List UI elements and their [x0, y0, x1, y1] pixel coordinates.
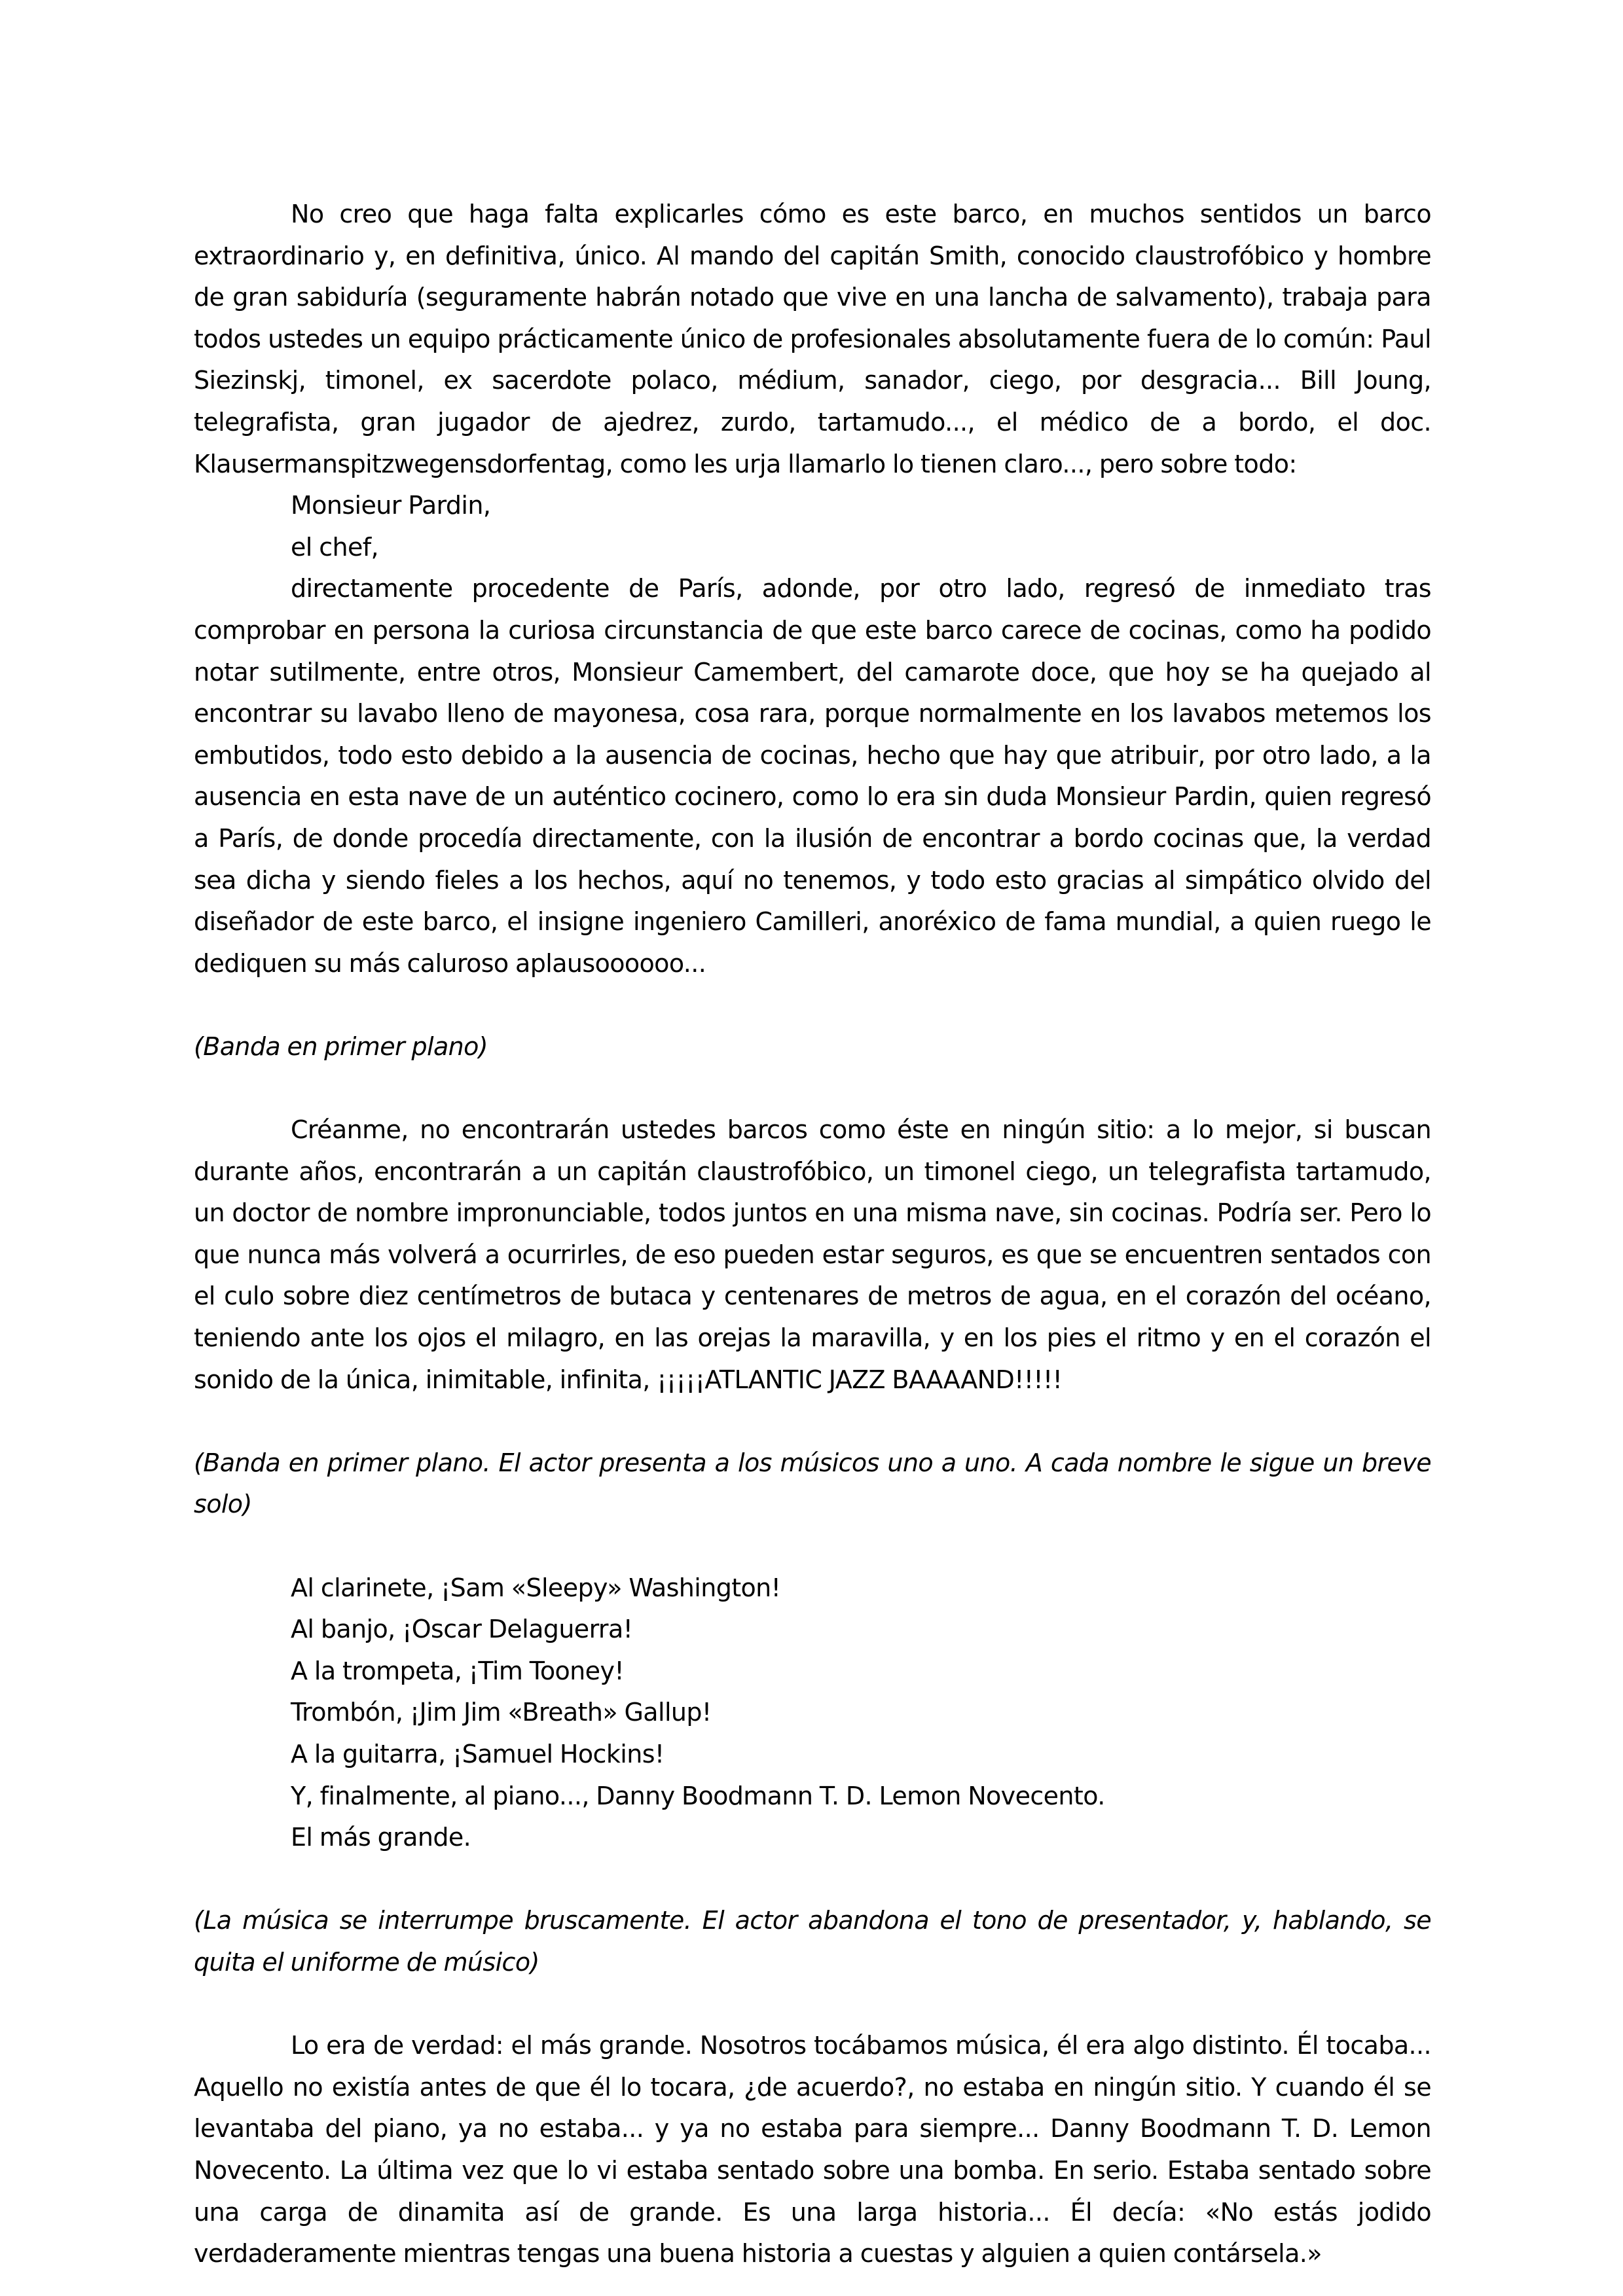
line-el-chef: el chef,	[291, 532, 379, 562]
spacer	[194, 984, 1431, 1026]
musician-line: Y, finalmente, al piano..., Danny Boodmann T. D. Lemon Novecento.	[291, 1781, 1105, 1810]
line-monsieur-pardin: Monsieur Pardin,	[291, 491, 491, 520]
spacer	[194, 1067, 1431, 1109]
spacer	[194, 1859, 1431, 1901]
musician-line: El más grande.	[291, 1823, 471, 1852]
musician-line: Al banjo, ¡Oscar Delaguerra!	[291, 1615, 633, 1644]
document-page	[194, 194, 1431, 2275]
musician-line: Trombón, ¡Jim Jim «Breath» Gallup!	[291, 1698, 712, 1727]
spacer	[194, 1984, 1431, 2026]
paragraph-novecento: Lo era de verdad: el más grande. Nosotros tocábamos música, él era algo distinto. Él tocaba... Aquello no existía antes de que él lo tocara, ¿de acuerdo?, no estaba en ningún sitio. Y cuando él se levantaba del piano, ya no estaba... y ya no estaba para siempre... Danny Boodmann T. D. Lemon Novecento. La última vez que lo vi estaba sentado sobre una bomba. En serio. Estaba sentado sobre una carga de dinamita así de grande. Es una larga historia... Él decía: «No estás jodido verdaderamente mientras tengas una buena historia a cuestas y alguien a quien contársela.»	[194, 2031, 1431, 2269]
paragraph-intro: No creo que haga falta explicarles cómo es este barco, en muchos sentidos un barco extraordinario y, en definitiva, único. Al mando del capitán Smith, conocido claustrofóbico y hombre de gran sabiduría (seguramente habrán notado que vive en una lancha de salvamento), trabaja para todos ustedes un equipo prácticamente único de profesionales absolutamente fuera de lo común: Paul Siezinskj, timonel, ex sacerdote polaco, médium, sanador, ciego, por desgracia... Bill Joung, telegrafista, gran jugador de ajedrez, zurdo, tartamudo..., el médico de a bordo, el doc. Klausermanspitzwegensdorfentag, como les urja llamarlo lo tienen claro..., pero sobre todo:	[194, 200, 1431, 478]
stage-direction-music-stops: (La música se interrumpe bruscamente. El actor abandona el tono de presentador, y, hablando, se quita el uniforme de músico)	[194, 1906, 1431, 1977]
musician-line: Al clarinete, ¡Sam «Sleepy» Washington!	[291, 1573, 781, 1602]
spacer	[194, 1401, 1431, 1443]
musician-line: A la guitarra, ¡Samuel Hockins!	[291, 1739, 665, 1768]
stage-direction-band: (Banda en primer plano)	[194, 1031, 488, 1061]
musician-line: A la trompeta, ¡Tim Tooney!	[291, 1656, 624, 1685]
paragraph-atlantic-jazz-band: Créanme, no encontrarán ustedes barcos como éste en ningún sitio: a lo mejor, si buscan durante años, encontrarán a un capitán claustrofóbico, un timonel ciego, un telegrafista tartamudo, un doctor de nombre impronunciable, todos juntos en una misma nave, sin cocinas. Podría ser. Pero lo que nunca más volverá a ocurrirles, de eso pueden estar seguros, es que se encuentren sentados con el culo sobre diez centímetros de butaca y centenares de metros de agua, en el corazón del océano, teniendo ante los ojos el milagro, en las orejas la maravilla, y en los pies el ritmo y en el corazón el sonido de la única, inimitable, infinita, ¡¡¡¡¡ATLANTIC JAZZ BAAAAND!!!!!	[194, 1115, 1431, 1394]
stage-direction-musicians: (Banda en primer plano. El actor presenta a los músicos uno a uno. A cada nombre le sigue un breve solo)	[194, 1448, 1431, 1519]
spacer	[194, 1526, 1431, 1568]
musicians-list	[194, 1568, 1431, 1859]
paragraph-pardin: directamente procedente de París, adonde, por otro lado, regresó de inmediato tras comprobar en persona la curiosa circunstancia de que este barco carece de cocinas, como ha podido notar sutilmente, entre otros, Monsieur Camembert, del camarote doce, que hoy se ha quejado al encontrar su lavabo lleno de mayonesa, cosa rara, porque normalmente en los lavabos metemos los embutidos, todo esto debido a la ausencia de cocinas, hecho que hay que atribuir, por otro lado, a la ausencia en esta nave de un auténtico cocinero, como lo era sin duda Monsieur Pardin, quien regresó a París, de donde procedía directamente, con la ilusión de encontrar a bordo cocinas que, la verdad sea dicha y siendo fieles a los hechos, aquí no tenemos, y todo esto gracias al simpático olvido del diseñador de este barco, el insigne ingeniero Camilleri, anoréxico de fama mundial, a quien ruego le dediquen su más caluroso aplausoooooo...	[194, 574, 1431, 978]
